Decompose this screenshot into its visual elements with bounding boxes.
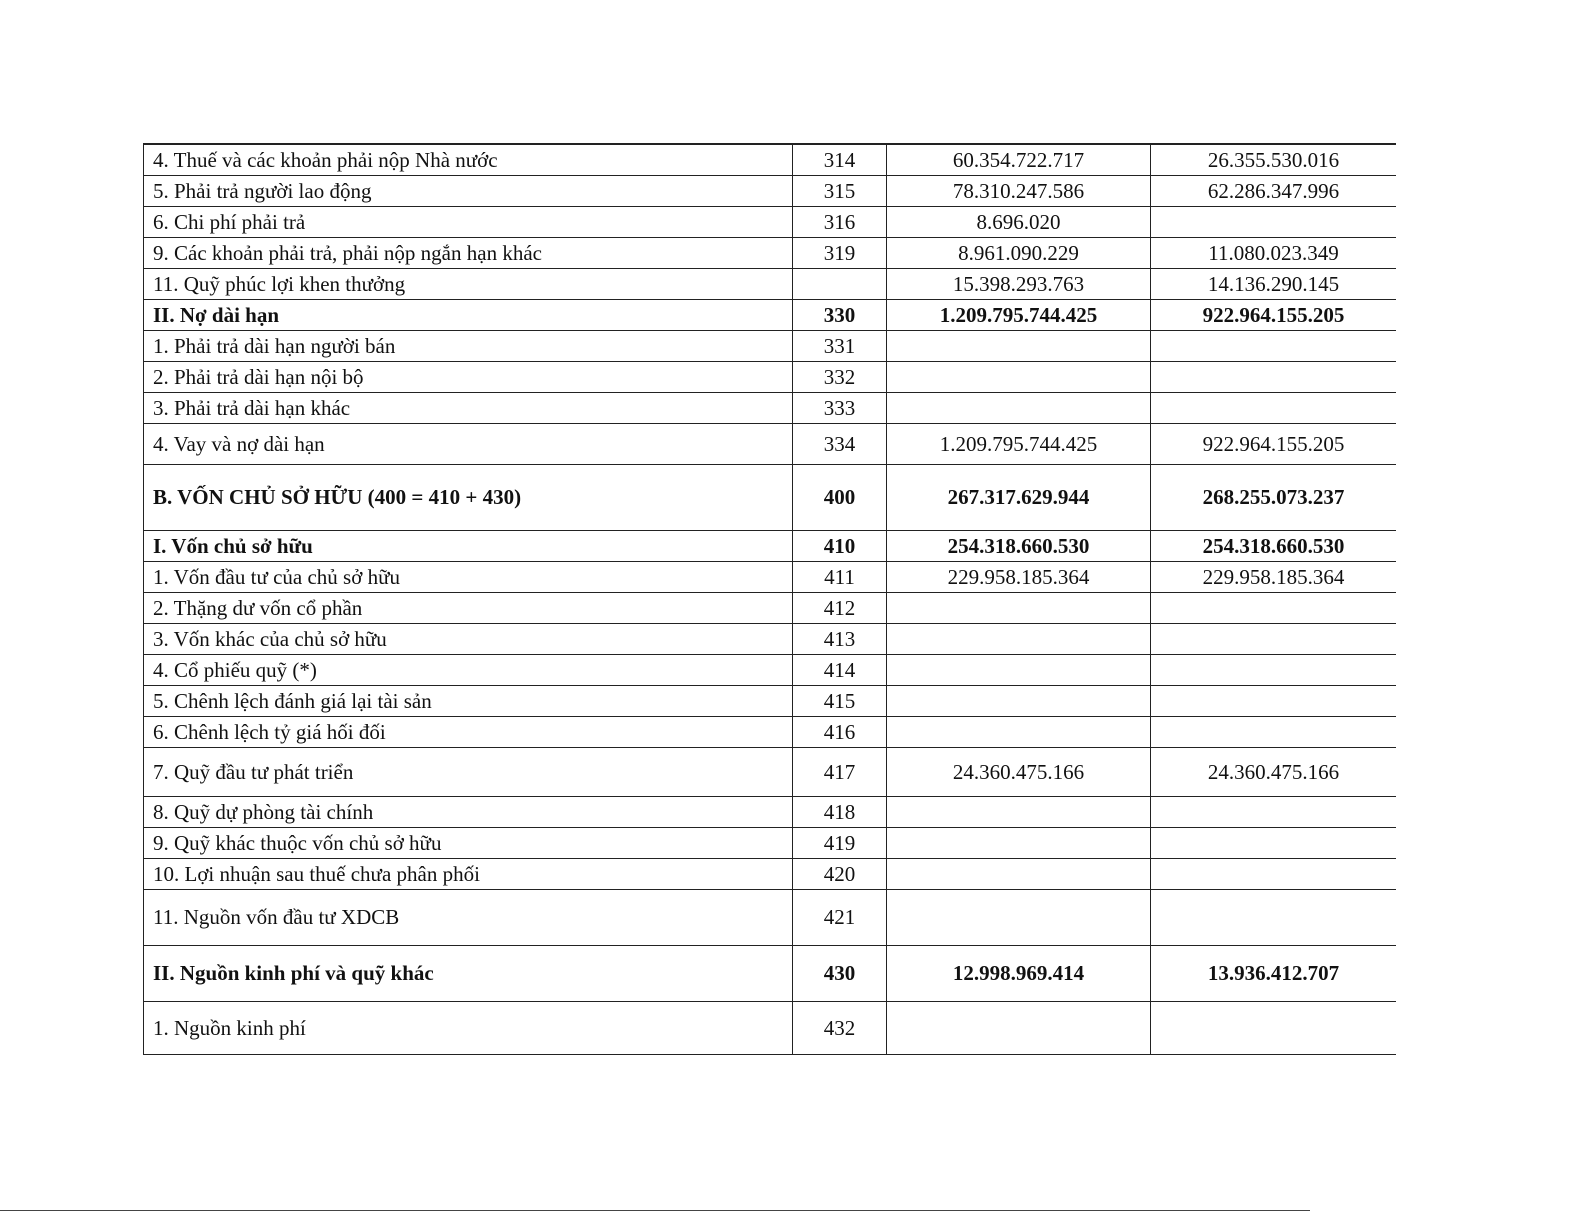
item-name: 4. Thuế và các khoản phải nộp Nhà nước (144, 144, 793, 175)
item-name: B. VỐN CHỦ SỞ HỮU (400 = 410 + 430) (144, 464, 793, 530)
item-name: 6. Chênh lệch tỷ giá hối đối (144, 716, 793, 747)
value-end-of-period (887, 889, 1151, 945)
value-beginning-of-period: 24.360.475.166 (1151, 747, 1397, 796)
item-name: 1. Phải trả dài hạn người bán (144, 330, 793, 361)
value-beginning-of-period: 268.255.073.237 (1151, 464, 1397, 530)
value-beginning-of-period (1151, 685, 1397, 716)
value-end-of-period (887, 685, 1151, 716)
item-name: I. Vốn chủ sở hữu (144, 530, 793, 561)
item-code: 430 (793, 945, 887, 1001)
value-beginning-of-period (1151, 796, 1397, 827)
item-code: 432 (793, 1001, 887, 1054)
balance-sheet-table (143, 143, 1396, 1055)
value-end-of-period (887, 716, 1151, 747)
value-end-of-period: 1.209.795.744.425 (887, 423, 1151, 464)
item-code: 420 (793, 858, 887, 889)
value-end-of-period: 1.209.795.744.425 (887, 299, 1151, 330)
item-code: 418 (793, 796, 887, 827)
balance-sheet-body (144, 144, 1397, 1054)
value-beginning-of-period: 62.286.347.996 (1151, 175, 1397, 206)
value-beginning-of-period (1151, 858, 1397, 889)
value-end-of-period: 60.354.722.717 (887, 144, 1151, 175)
value-end-of-period (887, 654, 1151, 685)
item-code: 414 (793, 654, 887, 685)
item-name: 4. Cổ phiếu quỹ (*) (144, 654, 793, 685)
item-name: 1. Vốn đầu tư của chủ sở hữu (144, 561, 793, 592)
item-code: 415 (793, 685, 887, 716)
item-code: 314 (793, 144, 887, 175)
item-name: 3. Phải trả dài hạn khác (144, 392, 793, 423)
value-beginning-of-period (1151, 889, 1397, 945)
value-beginning-of-period: 229.958.185.364 (1151, 561, 1397, 592)
item-code: 419 (793, 827, 887, 858)
table-row (144, 330, 1397, 361)
item-name: II. Nợ dài hạn (144, 299, 793, 330)
value-beginning-of-period: 254.318.660.530 (1151, 530, 1397, 561)
item-code: 316 (793, 206, 887, 237)
table-row (144, 592, 1397, 623)
table-row (144, 361, 1397, 392)
value-beginning-of-period (1151, 716, 1397, 747)
value-end-of-period: 24.360.475.166 (887, 747, 1151, 796)
table-row (144, 144, 1397, 175)
item-name: 10. Lợi nhuận sau thuế chưa phân phối (144, 858, 793, 889)
item-name: 5. Chênh lệch đánh giá lại tài sản (144, 685, 793, 716)
item-name: 9. Các khoản phải trả, phải nộp ngắn hạn khác (144, 237, 793, 268)
item-code: 413 (793, 623, 887, 654)
balance-sheet-table-container (143, 143, 1396, 1060)
table-row (144, 716, 1397, 747)
value-beginning-of-period (1151, 623, 1397, 654)
table-row (144, 827, 1397, 858)
value-beginning-of-period: 11.080.023.349 (1151, 237, 1397, 268)
table-row (144, 747, 1397, 796)
item-name: II. Nguồn kinh phí và quỹ khác (144, 945, 793, 1001)
item-name: 7. Quỹ đầu tư phát triển (144, 747, 793, 796)
page-bottom-rule (0, 1210, 1310, 1211)
item-code: 410 (793, 530, 887, 561)
item-code: 333 (793, 392, 887, 423)
value-beginning-of-period: 13.936.412.707 (1151, 945, 1397, 1001)
item-name: 1. Nguồn kinh phí (144, 1001, 793, 1054)
item-name: 4. Vay và nợ dài hạn (144, 423, 793, 464)
item-code: 412 (793, 592, 887, 623)
value-end-of-period (887, 330, 1151, 361)
item-code (793, 268, 887, 299)
value-end-of-period: 8.961.090.229 (887, 237, 1151, 268)
table-row (144, 237, 1397, 268)
item-code: 400 (793, 464, 887, 530)
table-row (144, 1001, 1397, 1054)
table-row (144, 889, 1397, 945)
table-row (144, 685, 1397, 716)
value-end-of-period (887, 392, 1151, 423)
value-beginning-of-period (1151, 654, 1397, 685)
value-end-of-period: 12.998.969.414 (887, 945, 1151, 1001)
item-name: 3. Vốn khác của chủ sở hữu (144, 623, 793, 654)
item-code: 332 (793, 361, 887, 392)
table-row (144, 392, 1397, 423)
item-name: 8. Quỹ dự phòng tài chính (144, 796, 793, 827)
value-beginning-of-period: 922.964.155.205 (1151, 299, 1397, 330)
value-end-of-period: 15.398.293.763 (887, 268, 1151, 299)
value-end-of-period (887, 858, 1151, 889)
value-end-of-period: 254.318.660.530 (887, 530, 1151, 561)
value-end-of-period: 267.317.629.944 (887, 464, 1151, 530)
value-end-of-period: 229.958.185.364 (887, 561, 1151, 592)
value-end-of-period: 78.310.247.586 (887, 175, 1151, 206)
item-code: 319 (793, 237, 887, 268)
value-beginning-of-period (1151, 330, 1397, 361)
value-end-of-period (887, 592, 1151, 623)
value-end-of-period (887, 361, 1151, 392)
table-row (144, 423, 1397, 464)
item-code: 330 (793, 299, 887, 330)
value-end-of-period (887, 1001, 1151, 1054)
table-row (144, 945, 1397, 1001)
table-row (144, 268, 1397, 299)
value-beginning-of-period (1151, 361, 1397, 392)
value-beginning-of-period (1151, 392, 1397, 423)
value-beginning-of-period (1151, 592, 1397, 623)
value-beginning-of-period (1151, 827, 1397, 858)
table-row (144, 299, 1397, 330)
item-code: 416 (793, 716, 887, 747)
table-row (144, 561, 1397, 592)
item-code: 417 (793, 747, 887, 796)
table-row (144, 623, 1397, 654)
table-row (144, 858, 1397, 889)
value-end-of-period (887, 796, 1151, 827)
value-beginning-of-period: 922.964.155.205 (1151, 423, 1397, 464)
item-code: 331 (793, 330, 887, 361)
item-name: 5. Phải trả người lao động (144, 175, 793, 206)
item-name: 2. Thặng dư vốn cổ phần (144, 592, 793, 623)
value-beginning-of-period: 14.136.290.145 (1151, 268, 1397, 299)
value-end-of-period: 8.696.020 (887, 206, 1151, 237)
value-end-of-period (887, 827, 1151, 858)
value-beginning-of-period: 26.355.530.016 (1151, 144, 1397, 175)
item-name: 11. Nguồn vốn đầu tư XDCB (144, 889, 793, 945)
table-row (144, 464, 1397, 530)
item-name: 2. Phải trả dài hạn nội bộ (144, 361, 793, 392)
table-row (144, 530, 1397, 561)
value-beginning-of-period (1151, 206, 1397, 237)
item-code: 421 (793, 889, 887, 945)
table-row (144, 175, 1397, 206)
value-beginning-of-period (1151, 1001, 1397, 1054)
value-end-of-period (887, 623, 1151, 654)
table-row (144, 796, 1397, 827)
table-row (144, 206, 1397, 237)
table-row (144, 654, 1397, 685)
item-code: 411 (793, 561, 887, 592)
item-name: 9. Quỹ khác thuộc vốn chủ sở hữu (144, 827, 793, 858)
item-name: 6. Chi phí phải trả (144, 206, 793, 237)
item-code: 315 (793, 175, 887, 206)
item-name: 11. Quỹ phúc lợi khen thưởng (144, 268, 793, 299)
item-code: 334 (793, 423, 887, 464)
